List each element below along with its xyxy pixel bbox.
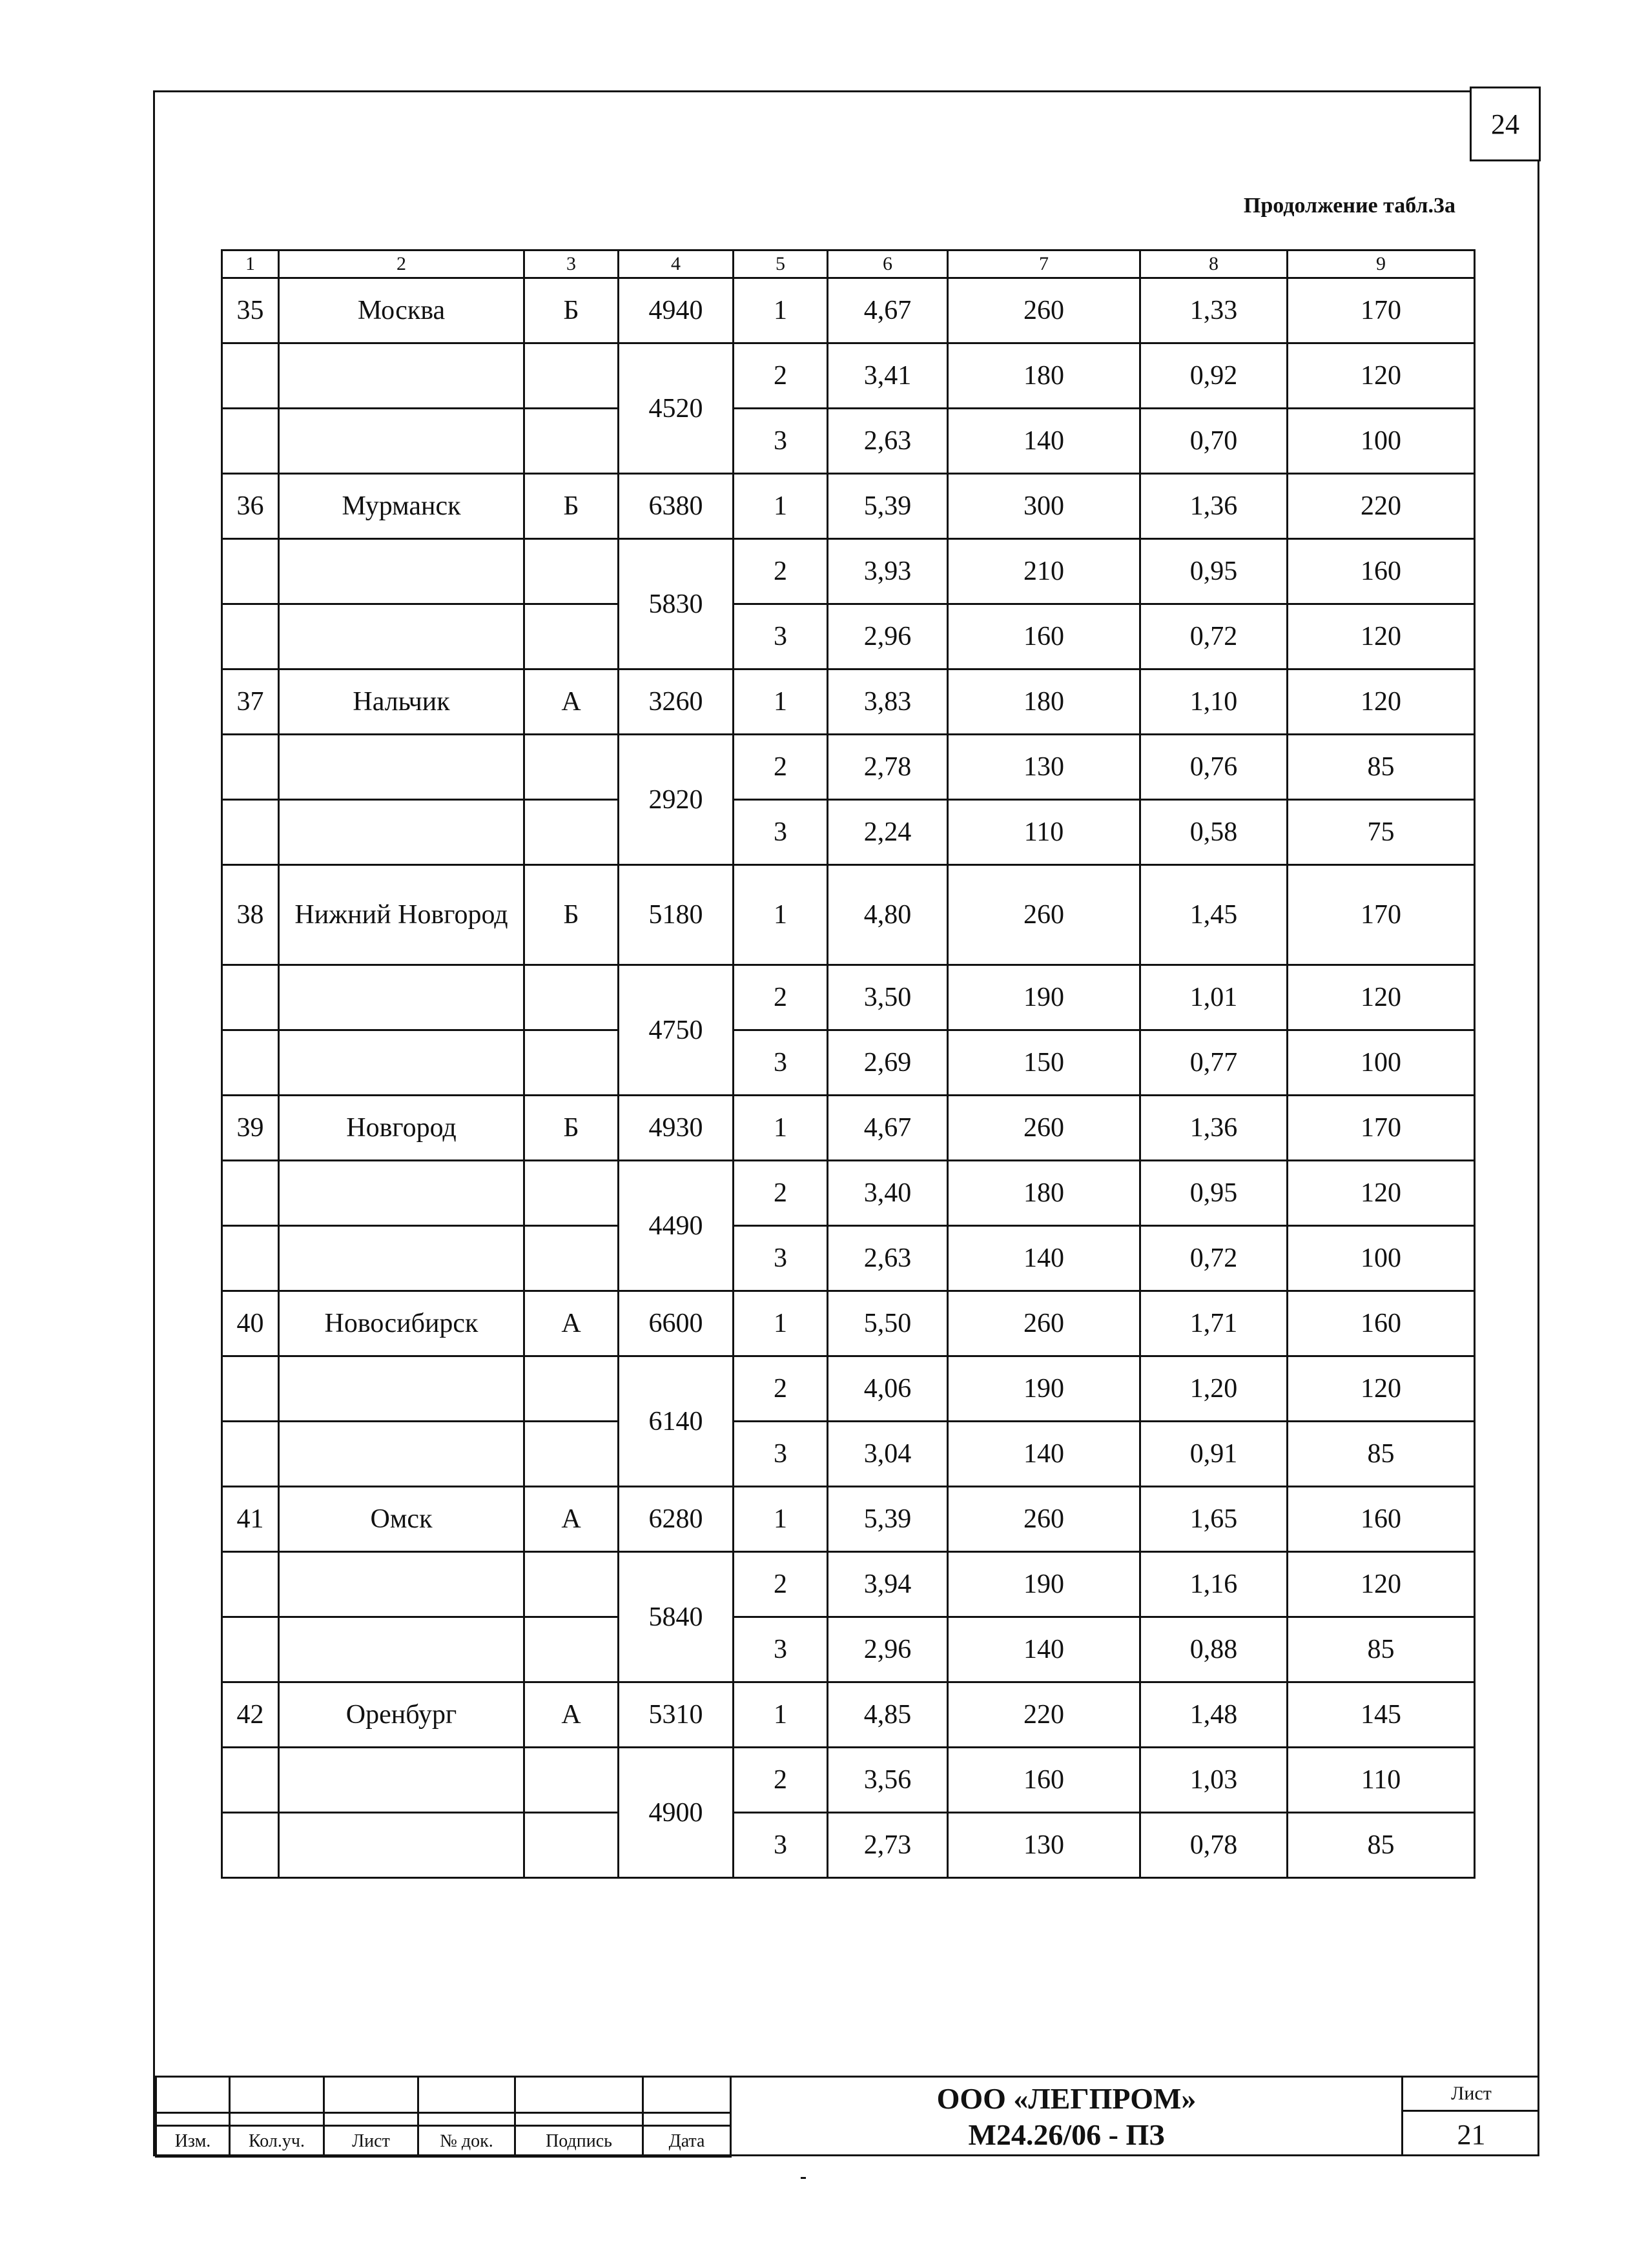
zone-cell: Б (524, 865, 619, 965)
row-number: 40 (222, 1291, 279, 1356)
empty-cell (279, 1030, 524, 1096)
table-row (222, 865, 1475, 965)
empty-cell (524, 1161, 619, 1226)
empty-cell (279, 539, 524, 604)
value-col9: 160 (1288, 1487, 1475, 1552)
value-col6: 2,24 (828, 800, 948, 865)
column-header: 1 (222, 250, 279, 278)
value-col4: 6600 (619, 1291, 734, 1356)
value-col9: 85 (1288, 1617, 1475, 1682)
value-col7: 190 (948, 1356, 1140, 1422)
value-col5: 3 (734, 1030, 828, 1096)
empty-cell (222, 539, 279, 604)
value-col8: 0,91 (1140, 1422, 1288, 1487)
value-col8: 1,33 (1140, 278, 1288, 343)
table-row (222, 1422, 1475, 1487)
table-row (222, 965, 1475, 1030)
value-col5: 2 (734, 1552, 828, 1617)
table-row (222, 669, 1475, 735)
city-name: Новосибирск (279, 1291, 524, 1356)
value-col8: 0,72 (1140, 1226, 1288, 1291)
table-row (222, 735, 1475, 800)
data-table (221, 249, 1476, 1879)
value-col4: 5840 (619, 1552, 734, 1682)
empty-cell (524, 1422, 619, 1487)
value-col7: 140 (948, 1617, 1140, 1682)
value-col6: 2,69 (828, 1030, 948, 1096)
value-col4: 3260 (619, 669, 734, 735)
table-row (222, 1813, 1475, 1878)
value-col6: 3,83 (828, 669, 948, 735)
value-col9: 100 (1288, 409, 1475, 474)
value-col7: 190 (948, 965, 1140, 1030)
value-col9: 120 (1288, 604, 1475, 669)
value-col7: 140 (948, 1226, 1140, 1291)
value-col7: 130 (948, 1813, 1140, 1878)
column-header: 3 (524, 250, 619, 278)
value-col8: 1,65 (1140, 1487, 1288, 1552)
empty-cell (222, 1813, 279, 1878)
city-name: Нижний Новгород (279, 865, 524, 965)
city-name: Мурманск (279, 474, 524, 539)
value-col5: 1 (734, 1096, 828, 1161)
value-col5: 1 (734, 669, 828, 735)
value-col4: 4940 (619, 278, 734, 343)
value-col6: 3,56 (828, 1748, 948, 1813)
value-col5: 2 (734, 965, 828, 1030)
empty-cell (279, 735, 524, 800)
value-col6: 2,96 (828, 1617, 948, 1682)
doc-code: М24.26/06 - ПЗ (968, 2118, 1165, 2151)
sheet-cell (1401, 2076, 1539, 2156)
value-col5: 3 (734, 800, 828, 865)
empty-cell (524, 409, 619, 474)
value-col4: 5830 (619, 539, 734, 669)
value-col9: 170 (1288, 278, 1475, 343)
value-col6: 2,78 (828, 735, 948, 800)
empty-cell (524, 1030, 619, 1096)
table-row (222, 1096, 1475, 1161)
value-col4: 4520 (619, 343, 734, 474)
table-row (222, 343, 1475, 409)
city-name: Москва (279, 278, 524, 343)
sheet-label: Лист (1403, 2078, 1539, 2112)
column-header: 5 (734, 250, 828, 278)
value-col7: 190 (948, 1552, 1140, 1617)
value-col9: 160 (1288, 1291, 1475, 1356)
value-col8: 0,77 (1140, 1030, 1288, 1096)
value-col7: 130 (948, 735, 1140, 800)
value-col5: 2 (734, 539, 828, 604)
value-col9: 100 (1288, 1226, 1475, 1291)
value-col5: 1 (734, 278, 828, 343)
value-col8: 0,76 (1140, 735, 1288, 800)
value-col6: 3,94 (828, 1552, 948, 1617)
empty-cell (222, 1748, 279, 1813)
revision-label: Изм. (156, 2126, 230, 2157)
value-col5: 2 (734, 1748, 828, 1813)
table-row (222, 474, 1475, 539)
signature-grid (155, 2076, 732, 2158)
value-col9: 220 (1288, 474, 1475, 539)
value-col9: 160 (1288, 539, 1475, 604)
value-col4: 6280 (619, 1487, 734, 1552)
value-col7: 300 (948, 474, 1140, 539)
empty-cell (222, 409, 279, 474)
value-col6: 4,80 (828, 865, 948, 965)
table-row (222, 1291, 1475, 1356)
empty-cell (279, 343, 524, 409)
value-col7: 140 (948, 1422, 1140, 1487)
empty-cell (279, 604, 524, 669)
empty-cell (279, 409, 524, 474)
value-col6: 4,85 (828, 1682, 948, 1748)
value-col6: 5,50 (828, 1291, 948, 1356)
value-col9: 170 (1288, 1096, 1475, 1161)
empty-cell (524, 800, 619, 865)
value-col9: 85 (1288, 1813, 1475, 1878)
value-col9: 100 (1288, 1030, 1475, 1096)
empty-cell (524, 1226, 619, 1291)
empty-cell (222, 800, 279, 865)
table-body (222, 278, 1475, 1878)
row-number: 41 (222, 1487, 279, 1552)
city-name: Оренбург (279, 1682, 524, 1748)
value-col8: 0,88 (1140, 1617, 1288, 1682)
empty-cell (279, 1161, 524, 1226)
value-col7: 210 (948, 539, 1140, 604)
bottom-mark (801, 2177, 806, 2179)
empty-cell (524, 604, 619, 669)
empty-cell (524, 1813, 619, 1878)
table-row (222, 1682, 1475, 1748)
value-col7: 260 (948, 278, 1140, 343)
value-col5: 3 (734, 1422, 828, 1487)
value-col6: 5,39 (828, 1487, 948, 1552)
value-col7: 110 (948, 800, 1140, 865)
empty-cell (279, 1422, 524, 1487)
column-header: 9 (1288, 250, 1475, 278)
table-row (222, 1161, 1475, 1226)
table-header-row (222, 250, 1475, 278)
value-col5: 2 (734, 1161, 828, 1226)
value-col7: 180 (948, 1161, 1140, 1226)
empty-cell (279, 800, 524, 865)
table-row (222, 539, 1475, 604)
row-number: 38 (222, 865, 279, 965)
table-row (222, 278, 1475, 343)
value-col8: 1,20 (1140, 1356, 1288, 1422)
value-col9: 120 (1288, 1356, 1475, 1422)
value-col5: 1 (734, 1291, 828, 1356)
value-col6: 3,40 (828, 1161, 948, 1226)
empty-cell (222, 1356, 279, 1422)
value-col5: 1 (734, 1682, 828, 1748)
value-col7: 260 (948, 865, 1140, 965)
empty-cell (524, 343, 619, 409)
value-col4: 5180 (619, 865, 734, 965)
value-col5: 1 (734, 865, 828, 965)
value-col6: 4,06 (828, 1356, 948, 1422)
value-col8: 0,95 (1140, 539, 1288, 604)
zone-cell: Б (524, 474, 619, 539)
empty-cell (279, 1226, 524, 1291)
value-col6: 3,50 (828, 965, 948, 1030)
table-row (222, 1748, 1475, 1813)
empty-cell (524, 1748, 619, 1813)
row-number: 39 (222, 1096, 279, 1161)
value-col4: 2920 (619, 735, 734, 865)
empty-cell (222, 1030, 279, 1096)
empty-cell (222, 1617, 279, 1682)
value-col5: 3 (734, 409, 828, 474)
table-row (222, 1617, 1475, 1682)
table-row (222, 1226, 1475, 1291)
empty-cell (524, 539, 619, 604)
value-col8: 1,03 (1140, 1748, 1288, 1813)
value-col5: 2 (734, 735, 828, 800)
value-col9: 75 (1288, 800, 1475, 865)
empty-cell (222, 343, 279, 409)
value-col8: 1,36 (1140, 474, 1288, 539)
zone-cell: А (524, 669, 619, 735)
value-col8: 0,95 (1140, 1161, 1288, 1226)
row-number: 42 (222, 1682, 279, 1748)
table-row (222, 1552, 1475, 1617)
value-col8: 1,16 (1140, 1552, 1288, 1617)
value-col5: 3 (734, 1813, 828, 1878)
value-col8: 1,36 (1140, 1096, 1288, 1161)
value-col7: 260 (948, 1291, 1140, 1356)
sheet-number: 21 (1457, 2118, 1486, 2151)
value-col5: 3 (734, 1226, 828, 1291)
doc-number-label: № док. (418, 2126, 515, 2157)
value-col6: 3,04 (828, 1422, 948, 1487)
table-row (222, 409, 1475, 474)
value-col4: 4930 (619, 1096, 734, 1161)
value-col4: 4750 (619, 965, 734, 1096)
column-header: 7 (948, 250, 1140, 278)
value-col9: 110 (1288, 1748, 1475, 1813)
table-row (222, 1030, 1475, 1096)
empty-cell (279, 1813, 524, 1878)
value-col5: 1 (734, 474, 828, 539)
table-row (222, 800, 1475, 865)
value-col8: 1,10 (1140, 669, 1288, 735)
value-col6: 4,67 (828, 278, 948, 343)
empty-cell (524, 1617, 619, 1682)
value-col8: 1,01 (1140, 965, 1288, 1030)
value-col8: 0,72 (1140, 604, 1288, 669)
qty-label: Кол.уч. (230, 2126, 324, 2157)
empty-cell (279, 1748, 524, 1813)
value-col4: 4900 (619, 1748, 734, 1878)
value-col7: 160 (948, 1748, 1140, 1813)
value-col9: 145 (1288, 1682, 1475, 1748)
empty-cell (222, 735, 279, 800)
value-col7: 260 (948, 1487, 1140, 1552)
value-col6: 2,63 (828, 1226, 948, 1291)
empty-cell (222, 1161, 279, 1226)
value-col8: 0,92 (1140, 343, 1288, 409)
value-col7: 150 (948, 1030, 1140, 1096)
value-col9: 120 (1288, 1552, 1475, 1617)
empty-cell (524, 735, 619, 800)
value-col6: 3,93 (828, 539, 948, 604)
empty-cell (279, 1552, 524, 1617)
value-col5: 2 (734, 1356, 828, 1422)
sheet-col-label: Лист (324, 2126, 418, 2157)
row-number: 36 (222, 474, 279, 539)
value-col7: 160 (948, 604, 1140, 669)
value-col9: 85 (1288, 735, 1475, 800)
value-col4: 6380 (619, 474, 734, 539)
value-col6: 2,63 (828, 409, 948, 474)
empty-cell (524, 1552, 619, 1617)
city-name: Омск (279, 1487, 524, 1552)
table-row (222, 1487, 1475, 1552)
value-col6: 2,96 (828, 604, 948, 669)
value-col6: 2,73 (828, 1813, 948, 1878)
signature-label: Подпись (515, 2126, 643, 2157)
city-name: Новгород (279, 1096, 524, 1161)
value-col9: 85 (1288, 1422, 1475, 1487)
value-col8: 0,70 (1140, 409, 1288, 474)
value-col8: 0,58 (1140, 800, 1288, 865)
value-col4: 4490 (619, 1161, 734, 1291)
empty-cell (222, 1226, 279, 1291)
empty-cell (524, 965, 619, 1030)
city-name: Нальчик (279, 669, 524, 735)
value-col4: 6140 (619, 1356, 734, 1487)
value-col7: 180 (948, 343, 1140, 409)
column-header: 2 (279, 250, 524, 278)
value-col8: 1,48 (1140, 1682, 1288, 1748)
empty-cell (222, 1422, 279, 1487)
column-header: 6 (828, 250, 948, 278)
empty-cell (222, 604, 279, 669)
zone-cell: А (524, 1682, 619, 1748)
value-col8: 1,45 (1140, 865, 1288, 965)
column-header: 8 (1140, 250, 1288, 278)
value-col6: 4,67 (828, 1096, 948, 1161)
empty-cell (279, 1617, 524, 1682)
row-number: 35 (222, 278, 279, 343)
value-col7: 260 (948, 1096, 1140, 1161)
org-cell (730, 2076, 1401, 2156)
date-label: Дата (643, 2126, 731, 2157)
value-col7: 220 (948, 1682, 1140, 1748)
value-col8: 0,78 (1140, 1813, 1288, 1878)
value-col9: 120 (1288, 669, 1475, 735)
continuation-note: Продолжение табл.3а (1243, 194, 1455, 218)
value-col9: 120 (1288, 343, 1475, 409)
org-name: ООО «ЛЕГПРОМ» (936, 2081, 1197, 2115)
empty-cell (222, 965, 279, 1030)
value-col9: 170 (1288, 865, 1475, 965)
value-col6: 3,41 (828, 343, 948, 409)
column-header: 4 (619, 250, 734, 278)
empty-cell (524, 1356, 619, 1422)
value-col7: 140 (948, 409, 1140, 474)
page-number: 24 (1470, 87, 1541, 161)
title-block (155, 2076, 1539, 2156)
value-col5: 1 (734, 1487, 828, 1552)
value-col5: 3 (734, 604, 828, 669)
value-col4: 5310 (619, 1682, 734, 1748)
zone-cell: Б (524, 278, 619, 343)
value-col7: 180 (948, 669, 1140, 735)
zone-cell: А (524, 1487, 619, 1552)
value-col6: 5,39 (828, 474, 948, 539)
row-number: 37 (222, 669, 279, 735)
value-col9: 120 (1288, 965, 1475, 1030)
table-row (222, 604, 1475, 669)
empty-cell (222, 1552, 279, 1617)
zone-cell: Б (524, 1096, 619, 1161)
zone-cell: А (524, 1291, 619, 1356)
table-row (222, 1356, 1475, 1422)
value-col9: 120 (1288, 1161, 1475, 1226)
empty-cell (279, 1356, 524, 1422)
empty-cell (279, 965, 524, 1030)
value-col8: 1,71 (1140, 1291, 1288, 1356)
value-col5: 3 (734, 1617, 828, 1682)
value-col5: 2 (734, 343, 828, 409)
